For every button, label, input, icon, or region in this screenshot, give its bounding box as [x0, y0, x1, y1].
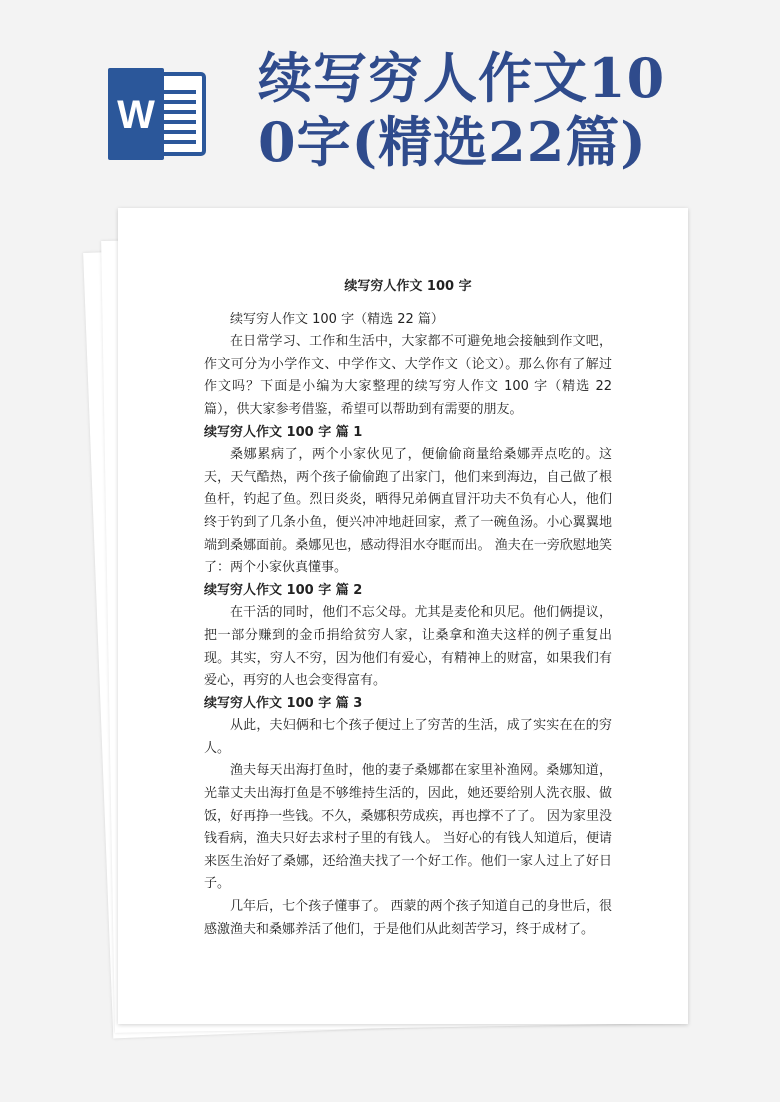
document-page	[118, 208, 688, 1024]
section-paragraph: 几年后，七个孩子懂事了。 西蒙的两个孩子知道自己的身世后，很感激渔夫和桑娜养活了他们，于是他们从此刻苦学习，终于成材了。	[204, 899, 612, 937]
title-line-1: 续写穷人作文10	[258, 46, 666, 110]
section-paragraph: 在干活的同时，他们不忘父母。尤其是麦伦和贝尼。他们俩提议，把一部分赚到的金币捐给贫穷人家，让桑拿和渔夫这样的例子重复出现。其实，穷人不穷，因为他们有爱心，有精神上的财富，如果我们有爱心，再穷的人也会变得富有。	[204, 605, 612, 689]
section-heading: 续写穷人作文 100 字 篇 2	[204, 582, 363, 598]
section-paragraph: 渔夫每天出海打鱼时，他的妻子桑娜都在家里补渔网。桑娜知道，光靠丈夫出海打鱼是不够维持生活的，因此，她还要给别人洗衣服、做饭，好再挣一些钱。不久，桑娜积劳成疾，再也撑不了了。 因为家里没钱看病，渔夫只好去求村子里的有钱人。 当好心的有钱人知道后，便请来医生治好了桑娜，还给渔夫找了一个好工作。他们一家人过上了好日子。	[204, 763, 612, 892]
word-logo-letter: W	[117, 93, 155, 137]
document-title-banner	[258, 46, 758, 174]
document-subtitle: 续写穷人作文 100 字（精选 22 篇）	[230, 311, 444, 327]
section-paragraph: 从此，夫妇俩和七个孩子便过上了穷苦的生活，成了实实在在的穷人。	[204, 718, 612, 756]
section-heading: 续写穷人作文 100 字 篇 1	[204, 424, 363, 440]
header	[0, 0, 780, 200]
word-logo-icon	[108, 68, 208, 160]
document-body	[204, 276, 612, 941]
section-paragraph: 桑娜累病了，两个小家伙见了，便偷偷商量给桑娜弄点吃的。这天，天气酷热，两个孩子偷偷跑了出家门，他们来到海边，自己做了根鱼杆，钓起了鱼。烈日炎炎，晒得兄弟俩直冒汗功夫不负有心人，他们终于钓到了几条小鱼，便兴冲冲地赶回家，煮了一碗鱼汤。小心翼翼地端到桑娜面前。桑娜见也，感动得泪水夺眶而出。 渔夫在一旁欣慰地笑了：两个小家伙真懂事。	[204, 447, 612, 576]
title-line-2: 0字(精选22篇)	[258, 110, 647, 174]
page-title: 续写穷人作文 100 字	[344, 279, 472, 294]
section-heading: 续写穷人作文 100 字 篇 3	[204, 695, 363, 711]
intro-paragraph: 在日常学习、工作和生活中，大家都不可避免地会接触到作文吧，作文可分为小学作文、中学作文、大学作文（论文）。那么你有了解过作文吗？下面是小编为大家整理的续写穷人作文 100 字（精选 22 篇），供大家参考借鉴，希望可以帮助到有需要的朋友。	[204, 334, 612, 417]
